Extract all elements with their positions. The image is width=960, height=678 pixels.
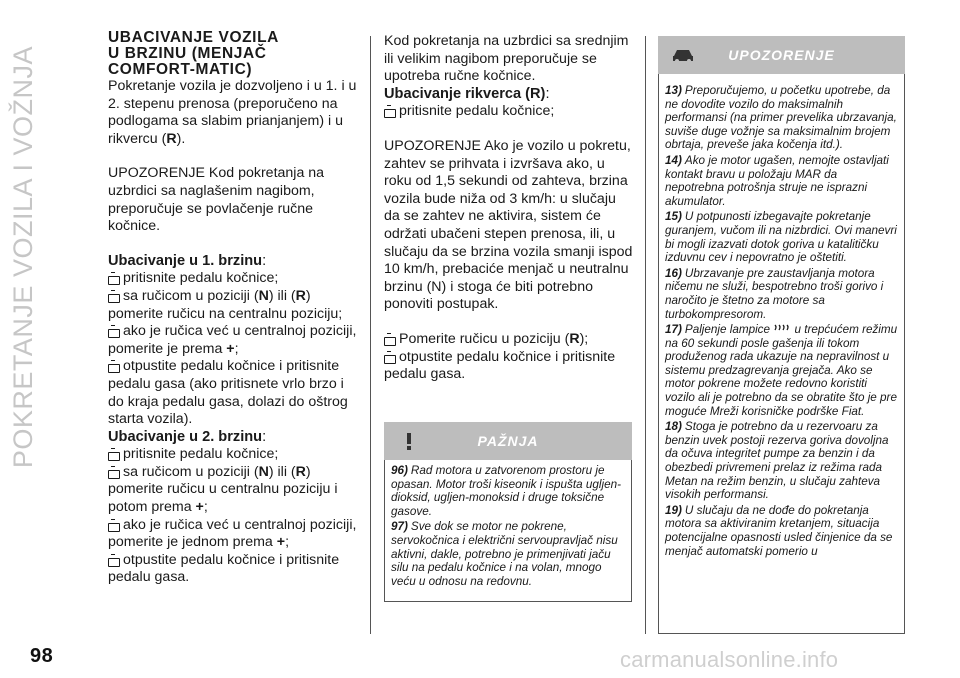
- reverse-heading: Ubacivanje rikverca (R):: [384, 85, 550, 102]
- warning-title: UPOZORENJE: [728, 47, 835, 63]
- second-gear-heading: Ubacivanje u 2. brzinu:: [108, 428, 267, 445]
- hill-start-warning: UPOZORENJE Kod pokretanja na uzbrdici sa naglašenim nagibom, preporučuje se povlačenje ručne kočnice.: [108, 165, 325, 235]
- side-title-text: POKRETANJE VOZILA I VOŽNJA: [7, 46, 38, 469]
- heading-line-1: UBACIVANJE VOZILA: [108, 29, 279, 46]
- intro-paragraph: Pokretanje vozila je dozvoljeno i u 1. i u 2. stepenu prenosa (preporučeno na podlogama sa slabim prianjanjem) i u rikvercu (R).: [108, 78, 357, 147]
- attention-header: [384, 422, 632, 460]
- step-bullet-icon: [108, 360, 118, 371]
- attention-box: [384, 422, 632, 602]
- car-icon: [671, 48, 695, 63]
- reverse-warning: UPOZORENJE Ako je vozilo u pokretu, zahtev se prihvata i izvršava ako, u roku od 1,5 sekundi od zahteva, brzina vozila bude niža od 3 km/h: u slučaju da se zahtev ne aktivira, sistem će održati ubačeni stepen prenosa, ili, u slučaju da se brzina vozila smanji ispod 10 km/h, prebaciće menjač u neutralnu brzinu (N) i stoga će biti potrebno ponoviti postupak.: [384, 137, 633, 313]
- col2-intro: Kod pokretanja na uzbrdici sa srednjim ili velikim nagibom preporučuje se upotreba ručne kočnice.: [384, 33, 629, 85]
- glow-plug-icon: [773, 323, 791, 333]
- note-item: 96) Rad motora u zatvorenom prostoru je opasan. Motor troši kiseonik i ispušta ugljen-dioksid, ugljen-monoksid i druge toksične gasove.: [391, 464, 621, 518]
- warning-body: [659, 74, 904, 558]
- step-bullet-icon: [108, 272, 118, 283]
- step-item: pritisnite pedalu kočnice;: [108, 270, 358, 288]
- page-number: 98: [30, 645, 54, 667]
- step-item: pritisnite pedalu kočnice;: [384, 103, 634, 121]
- step-item: ako je ručica već u centralnoj poziciji, pomerite je prema +;: [108, 323, 357, 357]
- warning-box: [658, 36, 905, 634]
- step-item: sa ručicom u poziciji (N) ili (R) pomerite ručicu u centralnu poziciju i potom prema +;: [108, 463, 338, 516]
- column-divider-1: [370, 36, 371, 634]
- step-bullet-icon: [108, 448, 118, 459]
- attention-body: [385, 460, 631, 588]
- step-bullet-icon: [108, 519, 118, 530]
- note-item: 18) Stoga je potrebno da u rezervoaru za benzin uvek postoji rezerva goriva dovoljna da očuva integritet pumpe za benzin i da obezbedi privremeni prelaz iz režima rada Metan na režim benzin, u slučaju zahteva visokih performansi.: [665, 420, 889, 502]
- note-item: 14) Ako je motor ugašen, nemojte ostavljati kontakt bravu u položaju MAR da nepotrebna potrošnja struje ne isprazni akumulator.: [665, 153, 889, 208]
- column-2: [384, 33, 634, 384]
- exclamation-icon: [398, 431, 420, 451]
- column-1: [108, 30, 358, 587]
- step-item: ako je ručica već u centralnoj poziciji, pomerite je jednom prema +;: [108, 516, 357, 551]
- attention-title: PAŽNJA: [477, 433, 539, 449]
- note-item: 97) Sve dok se motor ne pokrene, servokočnica i električni servoupravljač nisu aktivni, dakle, potrebno je primenjivati jaču silu na pedalu kočnice i na volan, mnogo veću u odnosu na redovnu.: [391, 520, 618, 588]
- step-item: Pomerite ručicu u poziciju (R);: [384, 331, 634, 349]
- step-bullet-icon: [108, 325, 118, 336]
- note-item: 17) Paljenje lampice u trepćućem režimu na 60 sekundi posle gašenja ili tokom produženog rada ukazuje na nepravilnost u sistemu predzagrevanja grejača. Ako se motor pokrene možete redovno koristiti vozilo ali je potrebno da se obratite što je pre moguće Mreži korisničke podrške Fiat.: [665, 323, 898, 418]
- warning-header: [658, 36, 905, 74]
- step-item: sa ručicom u poziciji (N) ili (R) pomerite ručicu na centralnu poziciju;: [108, 287, 343, 322]
- side-chapter-title: [6, 46, 40, 626]
- step-bullet-icon: [108, 466, 118, 477]
- second-gear-steps: [108, 446, 358, 587]
- step-item: otpustite pedalu kočnice i pritisnite pedalu gasa.: [108, 551, 340, 586]
- heading-line-2: U BRZINU (MENJAČ: [108, 45, 267, 62]
- step-bullet-icon: [108, 554, 118, 565]
- note-item: 13) Preporučujemo, u početku upotrebe, da ne dovodite vozilo do maksimalnih performansi (na primer prevelika ubrzavanja, suviše duge vožnje sa maksimalnim brojem obrtaja, preveše jaka kočenja itd.).: [665, 84, 897, 152]
- heading-line-3: COMFORT-MATIC): [108, 61, 253, 78]
- step-bullet-icon: [384, 105, 394, 116]
- step-bullet-icon: [108, 290, 118, 301]
- column-divider-2: [645, 36, 646, 634]
- first-gear-heading: Ubacivanje u 1. brzinu:: [108, 252, 267, 269]
- step-bullet-icon: [384, 351, 394, 362]
- watermark: carmanualsonline.info: [620, 647, 839, 672]
- step-item: otpustite pedalu kočnice i pritisnite pedalu gasa.: [384, 348, 616, 383]
- step-item: otpustite pedalu kočnice i pritisnite pedalu gasa (ako pritisnete vrlo brzo i do kraja pedalu gasa, dolazi do oštrog starta vozila).: [108, 358, 348, 428]
- section-heading: [108, 30, 358, 78]
- note-item: 15) U potpunosti izbegavajte pokretanje guranjem, vučom ili na nizbrdici. Ovi manevri bi mogli izazvati dotok goriva u katalitičku izduvnu cev i nepovratno je oštetiti.: [665, 210, 897, 265]
- note-item: 16) Ubrzavanje pre zaustavljanja motora ničemu ne služi, bespotrebno troši gorivo i naročito je štetno za motore sa turbokompresorom.: [665, 266, 884, 321]
- note-item: 19) U slučaju da ne dođe do pokretanja motora sa aktiviranim kretanjem, situacija potencijalne opasnosti usled činjenice da se menjač automatski pomerio u: [665, 503, 893, 558]
- step-bullet-icon: [384, 333, 394, 344]
- step-item: pritisnite pedalu kočnice;: [108, 446, 358, 464]
- first-gear-steps: [108, 270, 358, 428]
